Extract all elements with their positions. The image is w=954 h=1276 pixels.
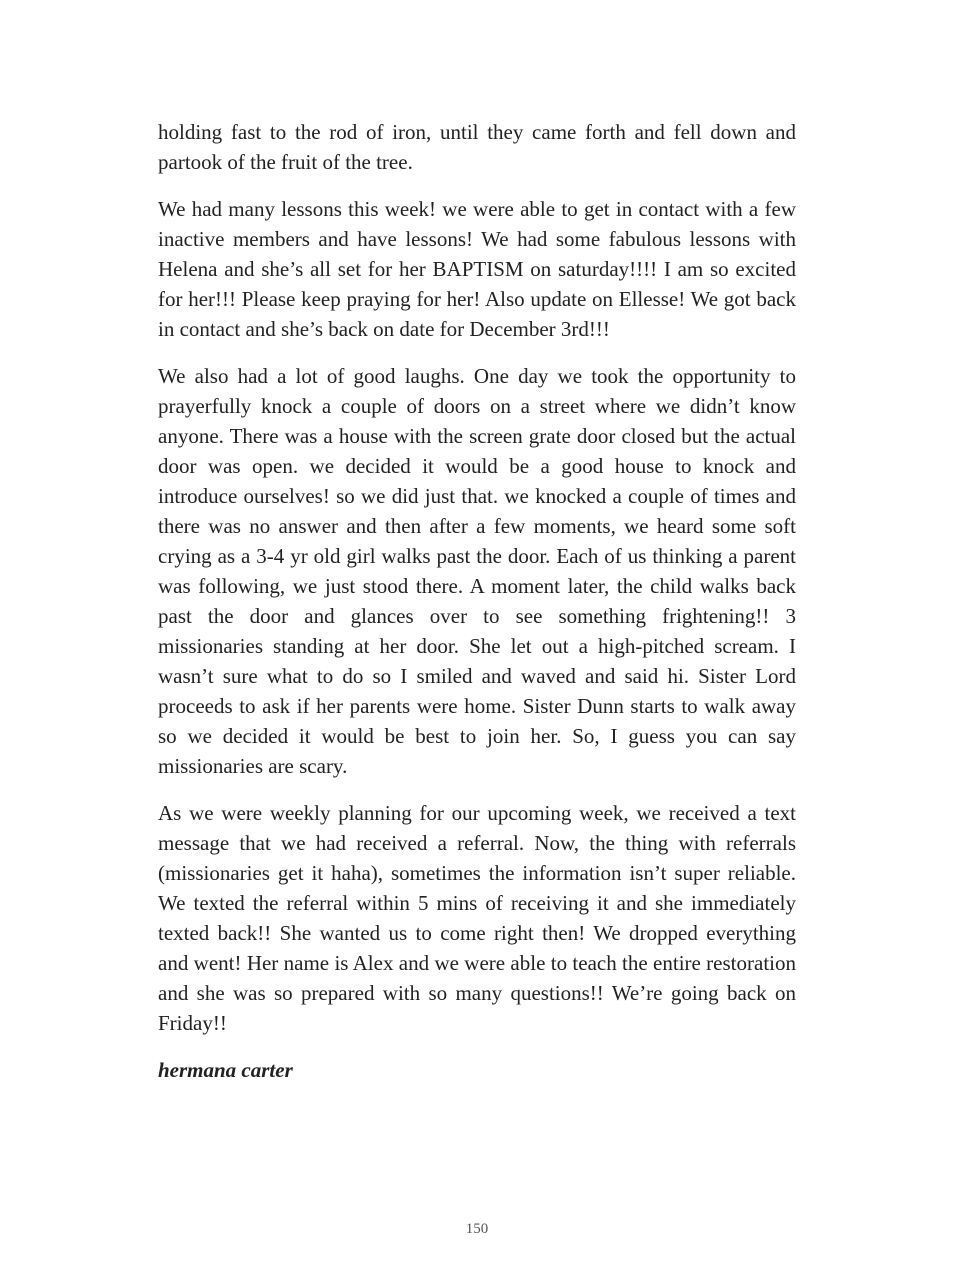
page-body (158, 117, 796, 1085)
paragraph-3: We also had a lot of good laughs. One day we took the opportunity to prayerfully knock a couple of doors on a street where we didn’t know anyone. There was a house with the screen grate door closed but the actual door was open. we decided it would be a good house to knock and introduce ourselves! so we did just that. we knocked a couple of times and there was no answer and then after a few moments, we heard some soft crying as a 3-4 yr old girl walks past the door. Each of us thinking a parent was following, we just stood there. A moment later, the child walks back past the door and glances over to see something frightening!! 3 missionaries standing at her door. She let out a high-pitched scream. I wasn’t sure what to do so I smiled and waved and said hi. Sister Lord proceeds to ask if her parents were home. Sister Dunn starts to walk away so we decided it would be best to join her. So, I guess you can say missionaries are scary. (158, 364, 796, 778)
paragraph-1: holding fast to the rod of iron, until they came forth and fell down and partook of the fruit of the tree. (158, 120, 796, 174)
paragraph-4: As we were weekly planning for our upcoming week, we received a text message that we had received a referral. Now, the thing with referrals (missionaries get it haha), sometimes the information isn’t super reliable. We texted the referral within 5 mins of receiving it and she immediately texted back!! She wanted us to come right then! We dropped everything and went! Her name is Alex and we were able to teach the entire restoration and she was so prepared with so many questions!! We’re going back on Friday!! (158, 801, 796, 1035)
page-number: 150 (465, 1221, 489, 1237)
signature: hermana carter (158, 1058, 293, 1082)
paragraph-2: We had many lessons this week! we were able to get in contact with a few inactive members and have lessons! We had some fabulous lessons with Helena and she’s all set for her BAPTISM on saturday!!!! I am so excited for her!!! Please keep praying for her! Also update on Ellesse! We got back in contact and she’s back on date for December 3rd!!! (158, 197, 796, 341)
